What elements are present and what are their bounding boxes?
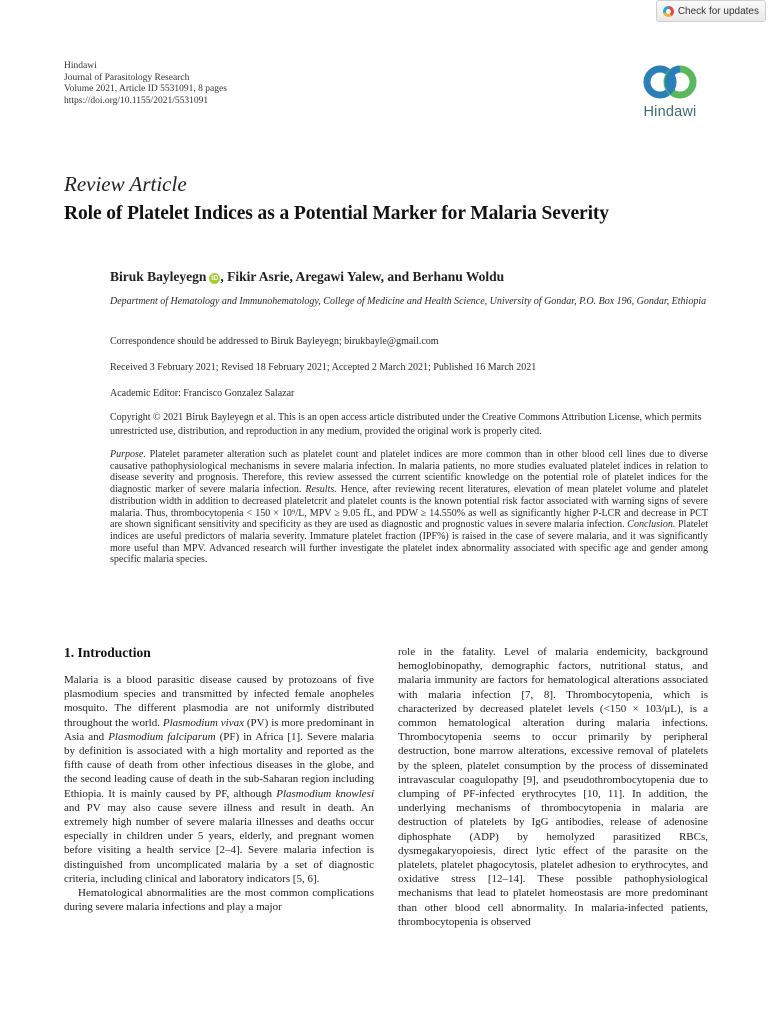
purpose-label: Purpose. [110, 449, 146, 460]
author-list [110, 269, 504, 285]
hindawi-logo-icon [642, 62, 698, 102]
check-for-updates-label: Check for updates [677, 5, 759, 17]
conclusion-label: Conclusion. [627, 519, 676, 531]
intro-paragraph-2: Hematological abnormalities are the most common complications during severe malaria infections and play a major [64, 887, 374, 914]
journal-info [64, 61, 227, 107]
hindawi-logo [630, 62, 710, 132]
doi-link[interactable]: https://doi.org/10.1155/2021/5531091 [64, 95, 209, 106]
journal-volume: Volume 2021, Article ID 5531091, 8 pages [64, 84, 227, 94]
check-for-updates-button[interactable] [656, 0, 766, 22]
journal-name: Journal of Parasitology Research [64, 72, 190, 83]
section-heading-introduction: 1. Introduction [64, 645, 151, 660]
article-type: Review Article [64, 172, 187, 196]
intro-paragraph-continued: role in the fatality. Level of malaria endemicity, background hemoglobinopathy, demographic factors, nutritional status, and malaria immunity are factors for hematological alterations associated with malaria infection [7, 8]. Thrombocytopenia, which is characterized by decreased platelet levels (<150 × 103/μL), is a common hematological alteration during malaria infections. Thrombocytopenia seems to occur primarily by peripheral destruction, bone marrow alterations, excessive removal of platelets by the spleen, platelet consumption by the process of disseminated intravascular coagulopathy [9], and pseudothrombocytopenia due to clumping of PF-infected erythrocytes [10, 11]. In addition, the underlying mechanisms of thrombocytopenia in malaria are destruction of platelets by IgG antibodies, release of adenosine diphosphate (ADP) by hemolyzed parasitized RBCs, dysmegakaryopoiesis, direct lytic effect of the parasite on the platelets, platelet phagocytosis, platelet adhesion to erythrocytes, and oxidative stress [12–14]. These possible pathophysiological mechanisms that lead to platelet homeostasis are more predominant than other blood cell abnormality. In malaria-infected patients, thrombocytopenia is observed [398, 646, 708, 928]
academic-editor: Academic Editor: Francisco Gonzalez Salazar [110, 388, 295, 399]
publisher-name: Hindawi [64, 61, 97, 71]
publication-dates: Received 3 February 2021; Revised 18 February 2021; Accepted 2 March 2021; Published 16 March 2021 [110, 362, 537, 373]
crossmark-icon [663, 6, 674, 17]
intro-paragraph-1: Malaria is a blood parasitic disease caused by protozoans of five plasmodium species and transmitted by infected female anopheles mosquito. The different plasmodia are not uniformly distributed throughout the world. Plasmodium vivax (PV) is more predominant in Asia and Plasmodium falciparum (PF) in Africa [1]. Severe malaria by definition is associated with a high mortality and reported as the fifth cause of death from other infectious diseases in the globe, and the second leading cause of death in the sub-Saharan region including Ethiopia. It is mainly caused by PF, although Plasmodium knowlesi and PV may also cause severe illness and result in death. An extremely high number of severe malaria illnesses and deaths occur especially in children under 5 years, elderly, and pregnant women before visiting a health service [2–4]. Severe malaria infection is distinguished from uncomplicated malaria by a set of diagnostic criteria, including clinical and laboratory indicators [5, 6]. [64, 674, 375, 885]
orcid-icon[interactable]: iD [211, 275, 219, 282]
article-title: Role of Platelet Indices as a Potential Marker for Malaria Severity [64, 203, 609, 224]
body-column-right [398, 645, 708, 929]
copyright-notice: Copyright © 2021 Biruk Bayleyegn et al. This is an open access article distributed under the Creative Commons Attribution License, which permits unrestricted use, distribution, and reproduction in any medium, provided the original work is properly cited. [110, 412, 702, 437]
results-label: Results. [305, 484, 337, 496]
first-author: Biruk Bayleyegn [110, 269, 207, 284]
purpose-text: Platelet parameter alteration such as platelet count and platelet indices are more common than in other blood cell lines due to diverse causative pathophysiological mechanisms in severe malaria infection. In malaria patients, no more studies evaluated platelet indices in relation to disease severity and prognosis. Therefore, this review assessed the current scientific knowledge on the potential role of platelet indices for the diagnostic marker of severe malaria infection. [110, 449, 708, 496]
body-column-left [64, 673, 374, 914]
hindawi-logo-text: Hindawi [643, 104, 697, 120]
correspondence: Correspondence should be addressed to Biruk Bayleyegn; birukbayle@gmail.com [110, 336, 439, 347]
conclusion-text: Platelet indices are useful predictors of malaria severity. Immature platelet fraction (IPF%) is raised in the case of severe malaria, and it was significantly more useful than MPV. Advanced research will further investigate the platelet index abnormality associated with specific age and gender among specific malaria species. [110, 519, 708, 566]
affiliation: Department of Hematology and Immunohematology, College of Medicine and Health Science, University of Gondar, P.O. Box 196, Gondar, Ethiopia [110, 296, 707, 307]
results-text: Hence, after reviewing recent literatures, elevation of mean platelet volume and platelet distribution width in addition to decreased plateletcrit and platelet counts is the known potential risk factor associated with warning signs of severe malaria. Thus, thrombocytopenia < 150 × 10⁹/L, MPV ≥ 9.05 fL, and PDW ≥ 14.550% as well as significantly higher P-LCR and decrease in PCT are shown significant sensitivity and specificity as they are used as diagnostic and prognostic values in severe malaria infection. [110, 484, 709, 531]
abstract [110, 449, 708, 566]
other-authors: , Fikir Asrie, Aregawi Yalew, and Berhanu Woldu [220, 269, 505, 284]
